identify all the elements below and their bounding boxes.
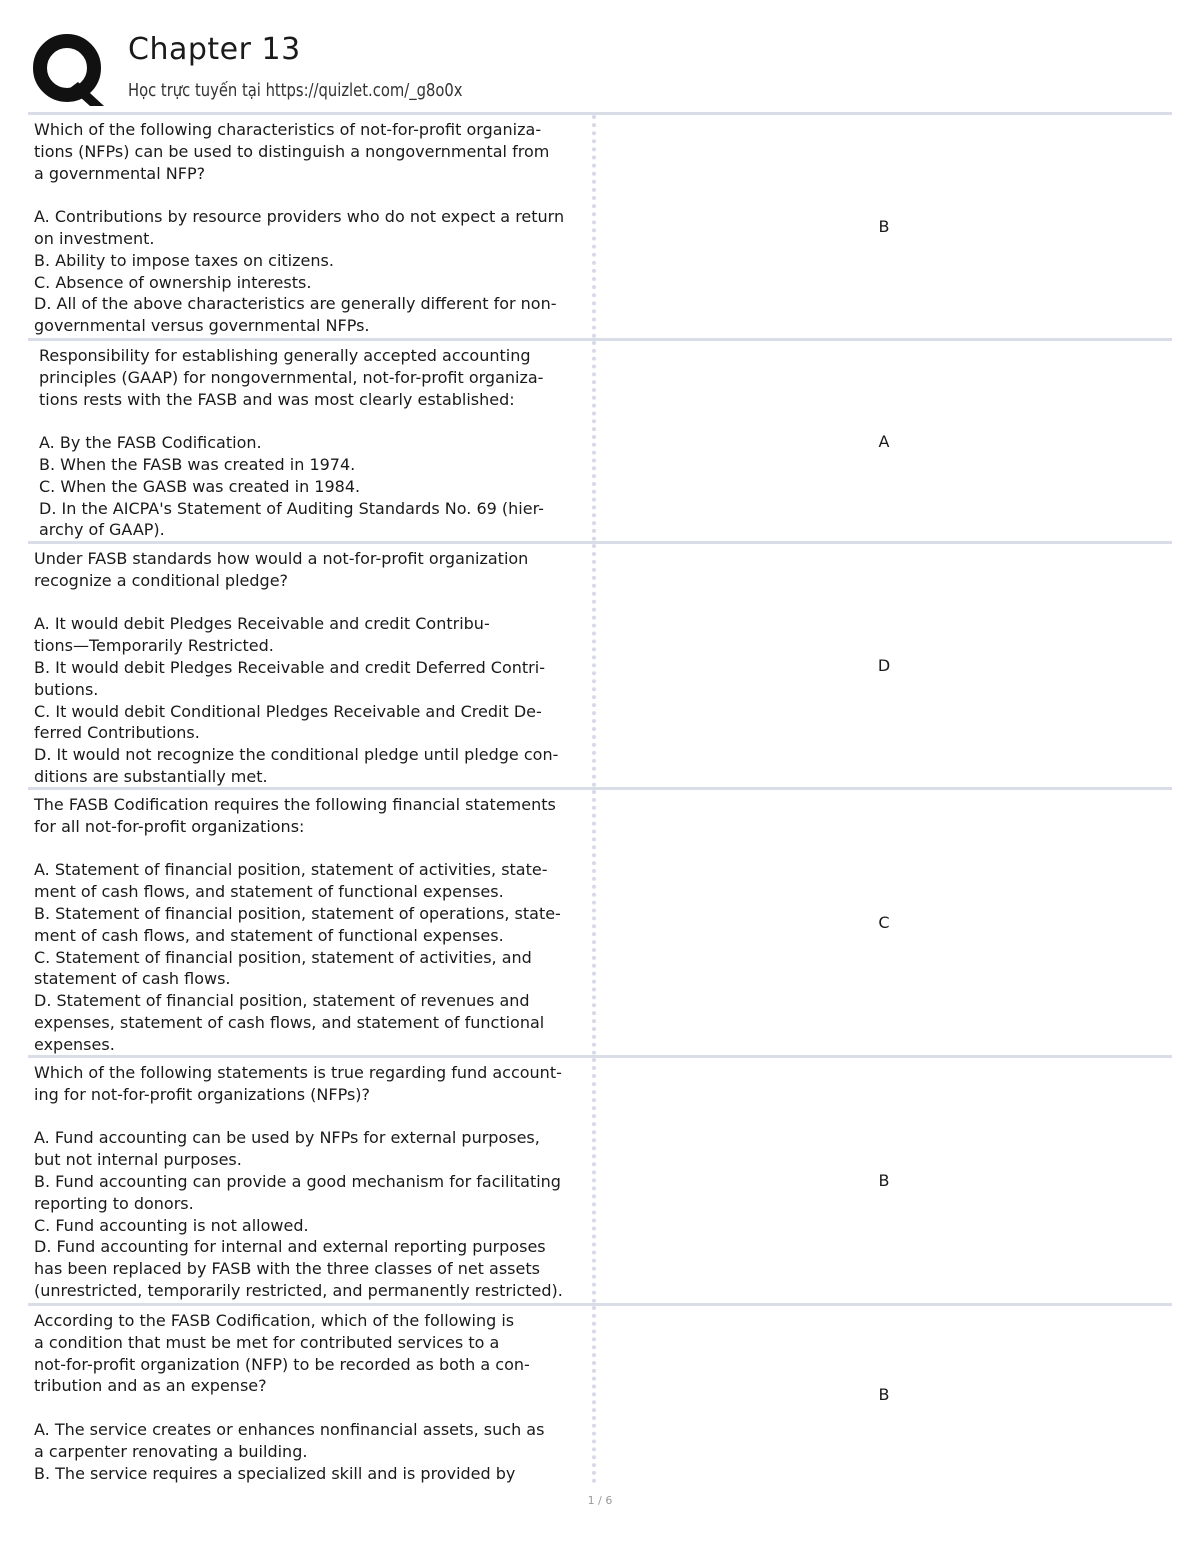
page-title: Chapter 13 <box>128 32 301 67</box>
card-answer: D <box>877 656 891 675</box>
flashcard <box>28 1055 1172 1303</box>
flashcard <box>28 1303 1172 1483</box>
card-answer: B <box>878 1171 890 1190</box>
card-term: According to the FASB Codification, which of the following is a condition that must be met for contributed services to a not-for-profit organization (NFP) to be recorded as both a con- tribution and as an expense? A. The service creates or enhances nonfinancial assets, such as a carpenter renovating a building. B. The service requires a specialized skill and is provided by <box>28 1306 596 1483</box>
quizlet-q-logo-icon <box>30 30 108 108</box>
card-answer: A <box>878 431 890 451</box>
card-term: Which of the following statements is true regarding fund account- ing for not-for-profit organizations (NFPs)? A. Fund accounting can be used by NFPs for external purposes, but not internal purposes. B. Fund accounting can provide a good mechanism for facilitating reporting to donors. C. Fund accounting is not allowed. D. Fund accounting for internal and external reporting purposes has been replaced by FASB with the three classes of net assets (unrestricted, temporarily restricted, and permanently restricted). <box>28 1058 596 1303</box>
flashcard <box>28 112 1172 338</box>
card-answer: B <box>878 217 890 236</box>
page-number: 1 / 6 <box>587 1494 613 1507</box>
flashcard <box>28 338 1172 541</box>
card-term: Which of the following characteristics of not-for-profit organiza- tions (NFPs) can be used to distinguish a nongovernmental from a governmental NFP? A. Contributions by resource providers who do not expect a return on investment. B. Ability to impose taxes on citizens. C. Absence of ownership interests. D. All of the above characteristics are generally different for non- governmental versus governmental NFPs. <box>28 115 596 338</box>
page-header <box>30 28 1172 112</box>
card-answer: C <box>878 913 890 932</box>
flashcard <box>28 787 1172 1055</box>
flashcard-list <box>28 112 1172 1483</box>
card-term: Responsibility for establishing generally accepted accounting principles (GAAP) for nongovernmental, not-for-profit organiza- tions rests with the FASB and was most clearly established: A. By the FASB Codification. B. When the FASB was created in 1974. C. When the GASB was created in 1984. D. In the AICPA's Statement of Auditing Standards No. 69 (hier- archy of GAAP). <box>28 341 596 541</box>
flashcard <box>28 541 1172 787</box>
page-subtitle: Học trực tuyến tại https://quizlet.com/_g8o0x <box>128 80 463 101</box>
card-answer: B <box>878 1385 890 1404</box>
card-term: Under FASB standards how would a not-for-profit organization recognize a conditional pledge? A. It would debit Pledges Receivable and credit Contribu- tions—Temporarily Restricted. B. It would debit Pledges Receivable and credit Deferred Contri- butions. C. It would debit Conditional Pledges Receivable and Credit De- ferred Contributions. D. It would not recognize the conditional pledge until pledge con- ditions are substantially met. <box>28 544 596 787</box>
card-term: The FASB Codification requires the following financial statements for all not-for-profit organizations: A. Statement of financial position, statement of activities, state- ment of cash flows, and statement of functional expenses. B. Statement of financial position, statement of operations, state- ment of cash flows, and statement of functional expenses. C. Statement of financial position, statement of activities, and statement of cash flows. D. Statement of financial position, statement of revenues and expenses, statement of cash flows, and statement of functional expenses. <box>28 790 596 1055</box>
